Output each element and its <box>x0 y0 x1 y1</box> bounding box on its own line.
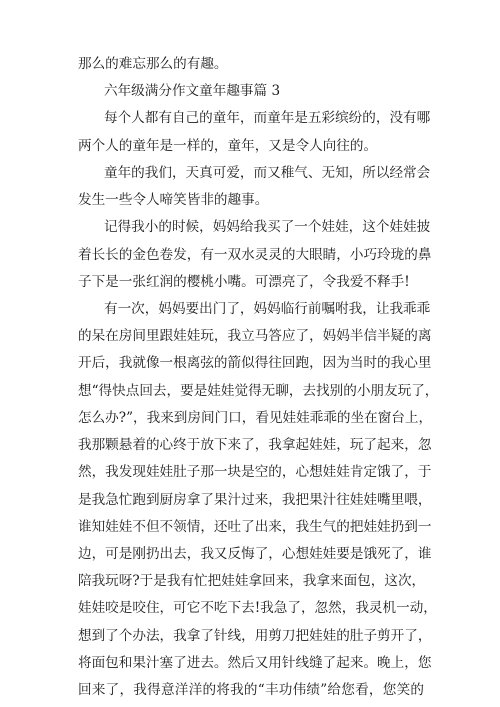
paragraph-line: 边，可是刚扔出去，我又反悔了，心想娃娃要是饿死了，谁 <box>78 545 432 562</box>
paragraph-line: 有一次，妈妈要出门了，妈妈临行前嘱咐我，让我乖乖 <box>104 301 431 317</box>
paragraph-line: 着长长的金色卷发，有一双水灵灵的大眼睛，小巧玲珑的鼻 <box>78 246 432 263</box>
paragraph-line: 然，我发现娃娃肚子那一块是空的，心想娃娃肯定饿了，于 <box>78 464 432 481</box>
paragraph-line: 开后，我就像一根离弦的箭似得往回跑，因为当时的我心里 <box>78 355 432 372</box>
paragraph-line: 童年的我们，天真可爱，而又稚气、无知，所以经常会 <box>104 164 431 181</box>
paragraph-line: 子下是一张红润的樱桃小嘴。可漂亮了，令我爱不释手! <box>78 273 410 290</box>
paragraph-line: 想到了个办法，我拿了针线，用剪刀把娃娃的肚子剪开了， <box>78 627 432 644</box>
paragraph-line: 记得我小的时候，妈妈给我买了一个娃娃，这个娃娃披 <box>104 219 431 236</box>
paragraph-line: 我那颗悬着的心终于放下来了，我拿起娃娃，玩了起来，忽 <box>78 437 432 453</box>
paragraph-line: 陪我玩呀?于是我有忙把娃娃拿回来，我拿来面包，这次， <box>78 573 426 590</box>
paragraph-line: 两个人的童年是一样的，童年，又是令人向往的。 <box>78 137 378 154</box>
section-heading: 六年级满分作文童年趣事篇 3 <box>104 83 281 100</box>
paragraph-line: 发生一些令人啼笑皆非的趣事。 <box>78 192 269 209</box>
paragraph-line: 是我急忙跑到厨房拿了果汁过来，我把果汁往娃娃嘴里喂， <box>78 491 432 508</box>
paragraph-line: 的呆在房间里跟娃娃玩，我立马答应了，妈妈半信半疑的离 <box>78 328 432 345</box>
paragraph-line: 将面包和果汁塞了进去。然后又用针线缝了起来。晚上，您 <box>78 654 432 671</box>
paragraph-line: 回来了，我得意洋洋的将我的“丰功伟绩”给您看，您笑的 <box>78 682 424 698</box>
paragraph-line: 每个人都有自己的童年，而童年是五彩缤纷的，没有哪 <box>104 110 431 127</box>
paragraph-line: 那么的难忘那么的有趣。 <box>78 56 228 72</box>
paragraph-line: 想“得快点回去，要是娃娃觉得无聊，去找别的小朋友玩了， <box>78 382 439 399</box>
paragraph-line: 娃娃咬是咬住，可它不吃下去!我急了，忽然，我灵机一动， <box>78 600 437 617</box>
paragraph-line: 怎么办?”，我来到房间门口，看见娃娃乖乖的坐在窗台上， <box>78 409 433 426</box>
paragraph-line: 谁知娃娃不但不领情，还吐了出来，我生气的把娃娃扔到一 <box>78 518 432 535</box>
